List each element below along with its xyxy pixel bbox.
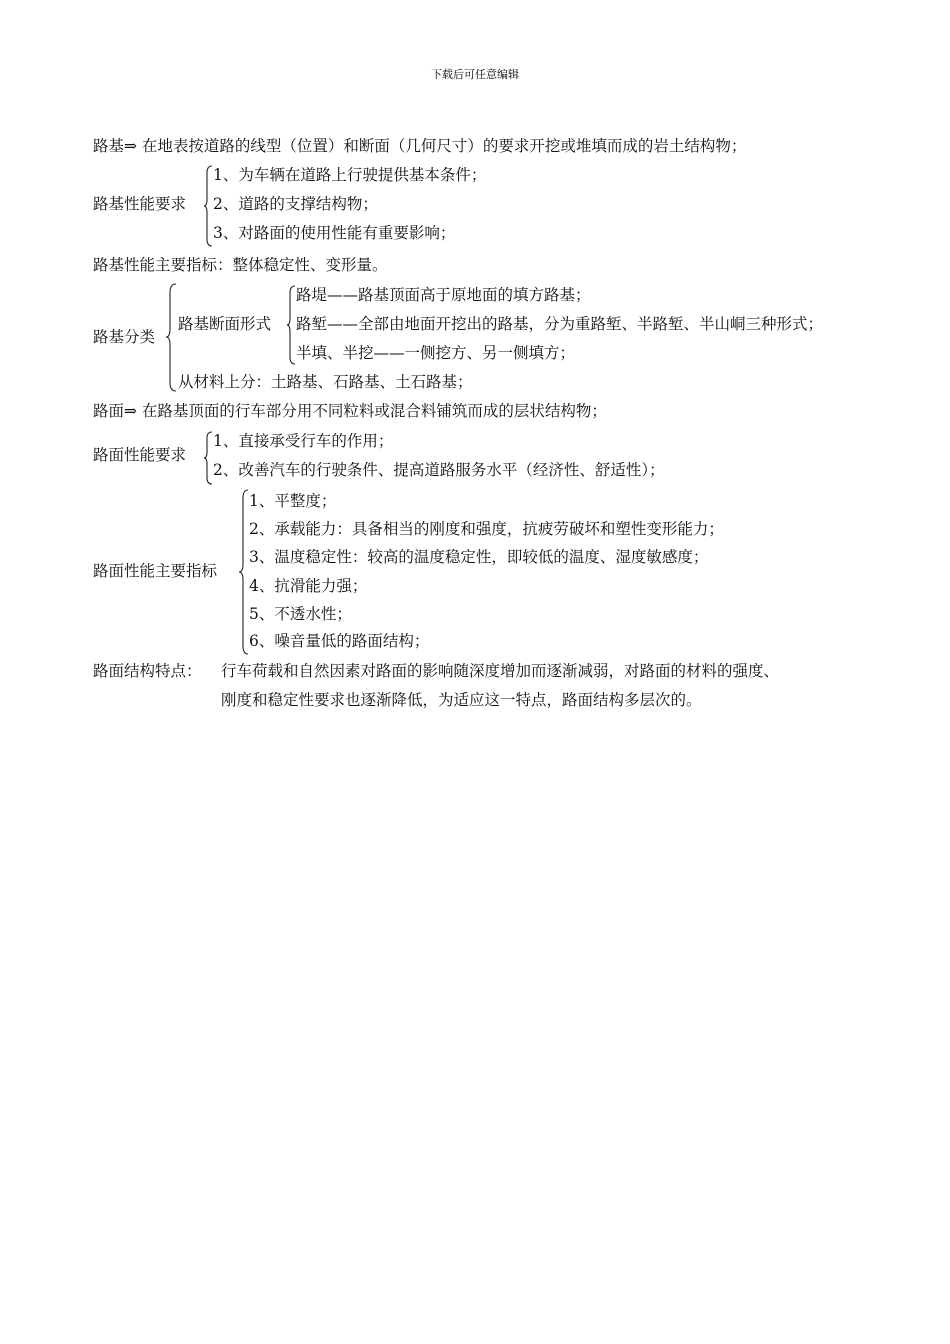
page-header: 下载后可任意编辑 <box>431 68 519 81</box>
subgrade-classification-brace <box>165 283 177 393</box>
pavement-requirements-label: 路面性能要求 <box>93 446 187 464</box>
section-form-label: 路基断面形式 <box>178 315 272 333</box>
pavement-req-item-1: 1、直接承受行车的作用； <box>213 432 394 450</box>
subgrade-requirements-label: 路基性能要求 <box>93 195 187 213</box>
pavement-index-item-4: 4、抗滑能力强； <box>249 577 368 595</box>
structure-line-1: 行车荷载和自然因素对路面的影响随深度增加而逐渐减弱，对路面的材料的强度、 <box>221 662 780 680</box>
pavement-index-item-6: 6、噪音量低的路面结构； <box>249 632 430 650</box>
section-item-embankment: 路堤——路基顶面高于原地面的填方路基； <box>296 286 591 304</box>
structure-label: 路面结构特点： <box>93 662 202 680</box>
section-item-half-fill: 半填、半挖——一侧挖方、另一侧填方； <box>296 344 576 362</box>
subgrade-index: 路基性能主要指标：整体稳定性、变形量。 <box>93 256 388 274</box>
section-form-brace <box>286 285 296 365</box>
subgrade-definition: 路基⇒ 在地表按道路的线型（位置）和断面（几何尺寸）的要求开挖或堆填而成的岩土结构物； <box>93 137 747 155</box>
pavement-index-item-5: 5、不透水性； <box>249 605 352 623</box>
pavement-definition: 路面⇒ 在路基顶面的行车部分用不同粒料或混合料铺筑而成的层状结构物； <box>93 402 607 420</box>
section-item-cutting: 路堑——全部由地面开挖出的路基，分为重路堑、半路堑、半山峒三种形式； <box>296 315 824 333</box>
pavement-index-item-1: 1、平整度； <box>249 492 337 510</box>
subgrade-requirements-brace <box>203 165 213 247</box>
pavement-index-brace <box>238 489 249 655</box>
material-classification: 从材料上分：土路基、石路基、土石路基； <box>178 373 473 391</box>
structure-line-2: 刚度和稳定性要求也逐渐降低，为适应这一特点，路面结构多层次的。 <box>221 691 702 709</box>
pavement-index-label: 路面性能主要指标 <box>93 562 218 580</box>
subgrade-req-item-3: 3、对路面的使用性能有重要影响； <box>213 224 456 242</box>
pavement-req-item-2: 2、改善汽车的行驶条件、提高道路服务水平（经济性、舒适性）； <box>213 461 665 479</box>
subgrade-req-item-1: 1、为车辆在道路上行驶提供基本条件； <box>213 166 487 184</box>
subgrade-classification-label: 路基分类 <box>93 328 156 346</box>
pavement-requirements-brace <box>203 431 213 485</box>
pavement-index-item-2: 2、承载能力：具备相当的刚度和强度，抗疲劳破坏和塑性变形能力； <box>249 520 724 538</box>
subgrade-req-item-2: 2、道路的支撑结构物； <box>213 195 378 213</box>
pavement-index-item-3: 3、温度稳定性：较高的温度稳定性，即较低的温度、湿度敏感度； <box>249 548 709 566</box>
